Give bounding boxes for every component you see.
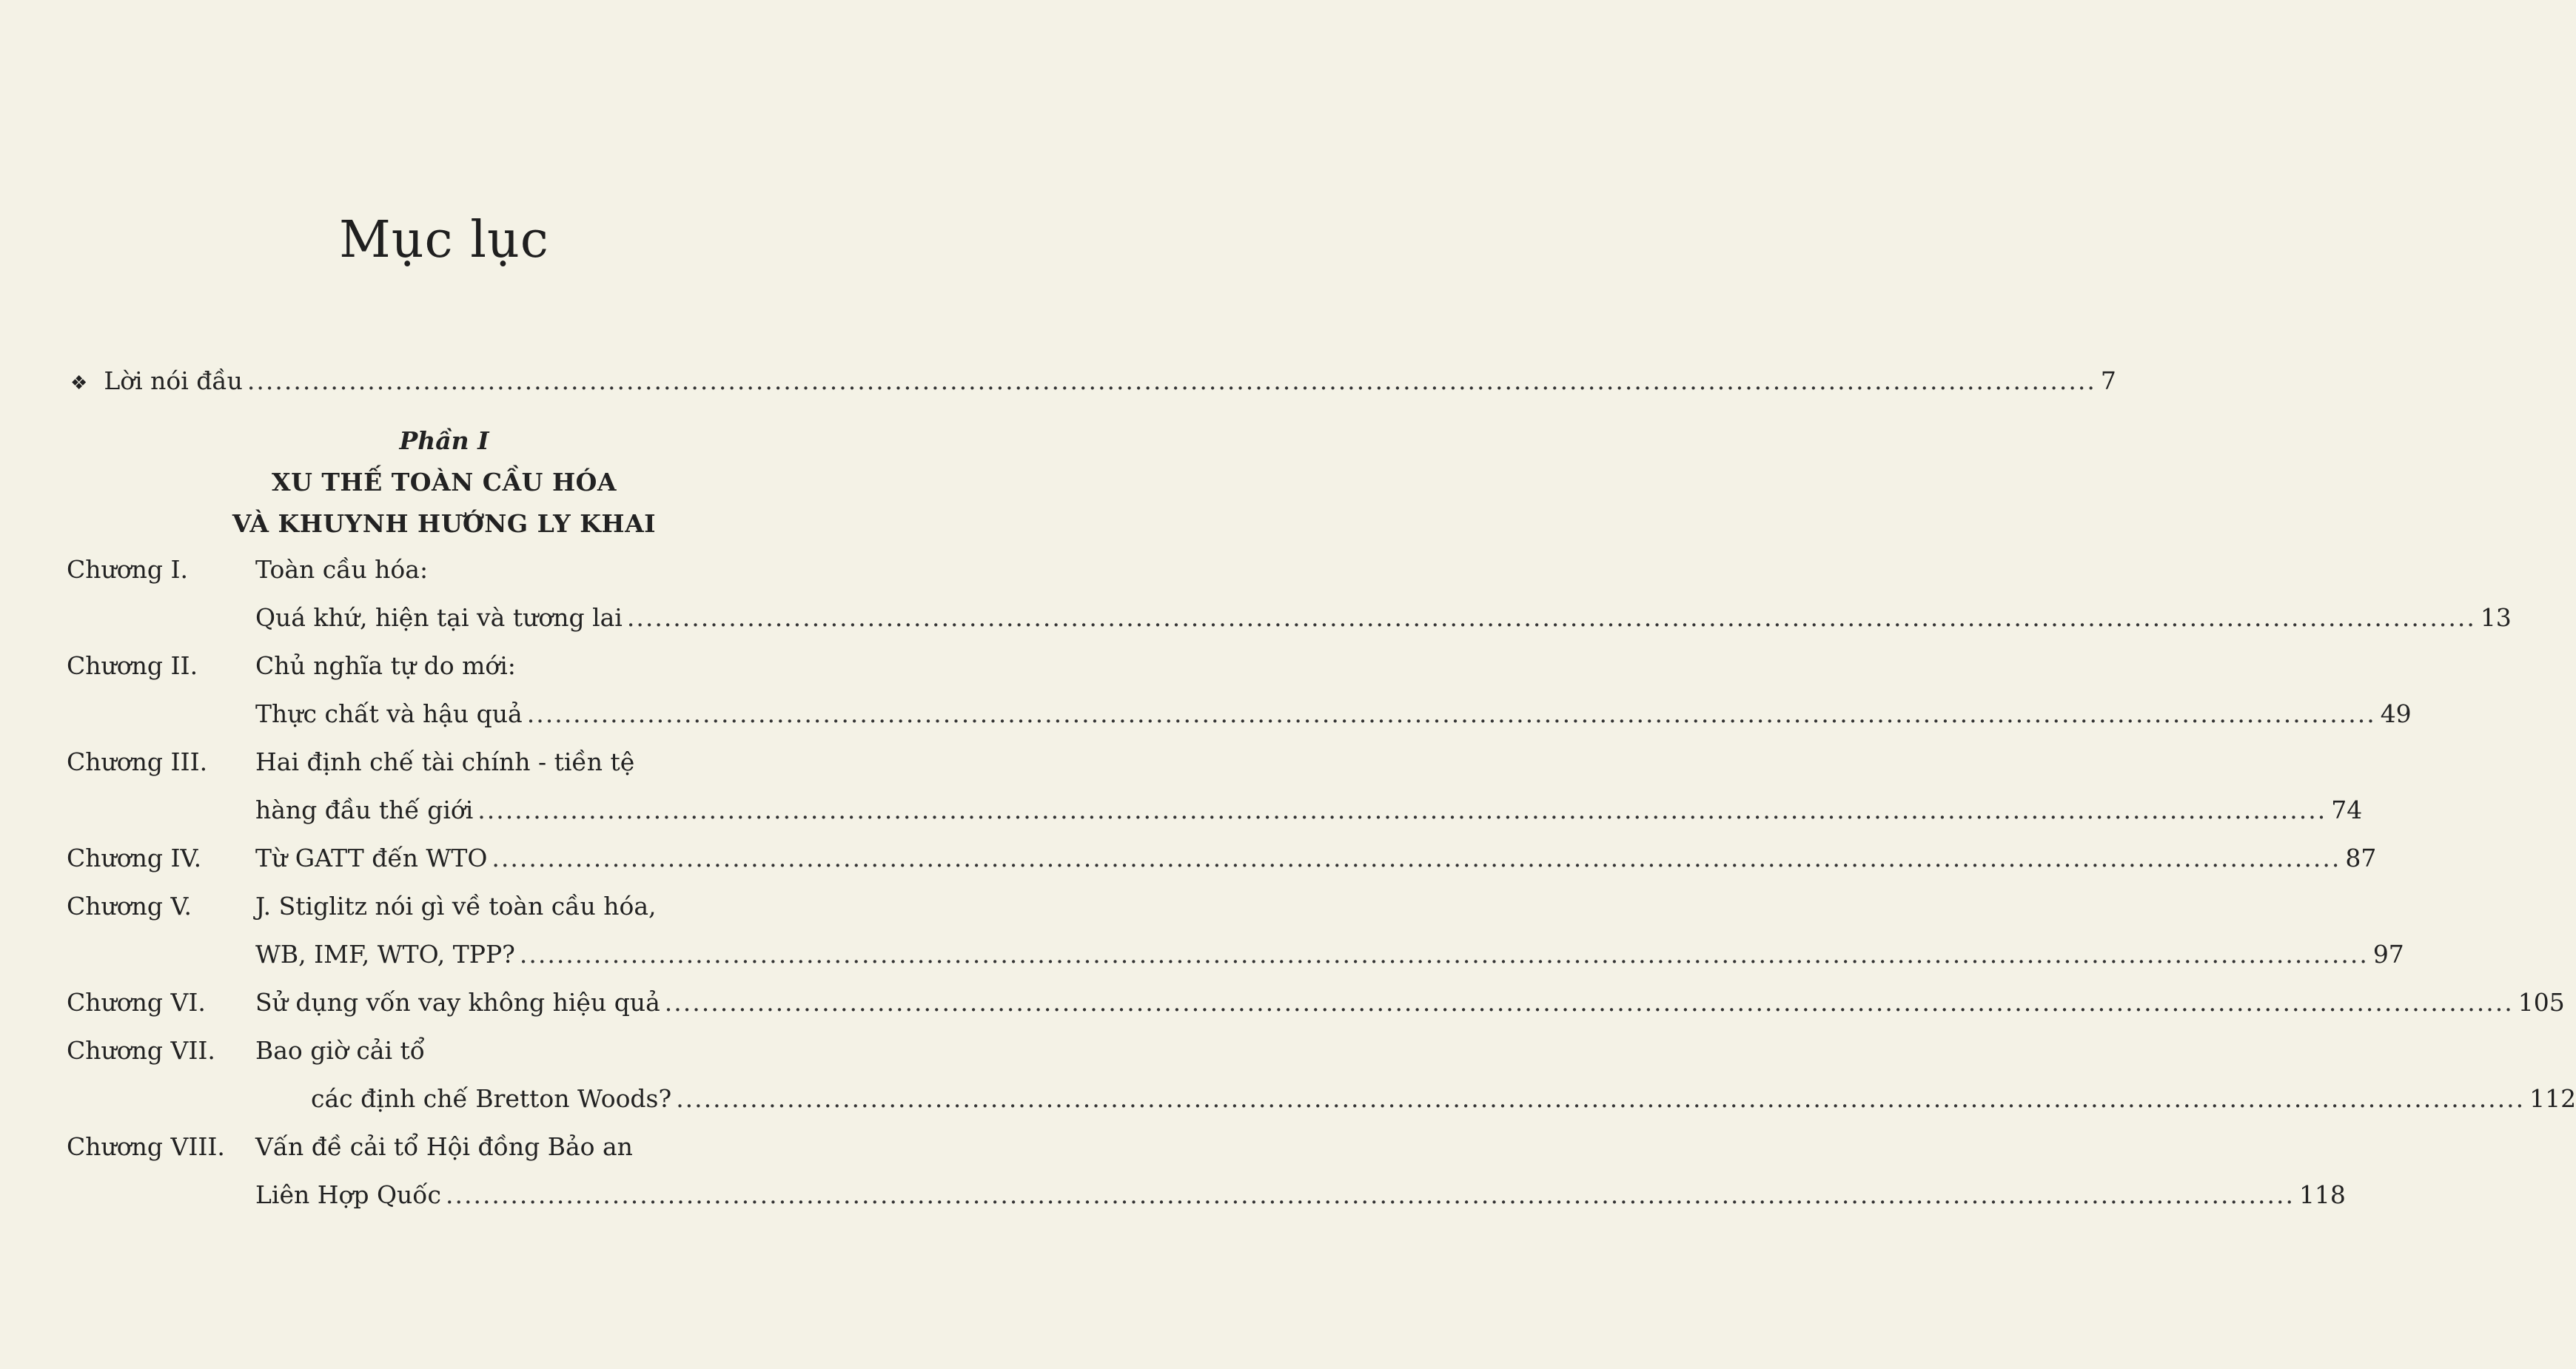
dot-leader xyxy=(527,699,2376,728)
chapter-label: Chương VI. xyxy=(67,988,206,1017)
chapter-title-text: Từ GATT đến WTO xyxy=(255,844,488,872)
chapter-label: Chương III. xyxy=(67,747,208,776)
chapter-title-line2 xyxy=(255,940,2404,977)
toc-page-number: 118 xyxy=(2298,1180,2346,1209)
chapter-title-line1: Toàn cầu hóa: xyxy=(255,555,429,584)
part-heading-line1: XU THẾ TOÀN CẦU HÓA xyxy=(272,468,617,497)
dot-leader xyxy=(665,988,2514,1017)
toc-page-number: 49 xyxy=(2380,699,2412,728)
chapter-title-text: Quá khứ, hiện tại và tương lai xyxy=(255,603,623,632)
chapter-title-text: Liên Hợp Quốc xyxy=(255,1180,441,1209)
dot-leader xyxy=(247,366,2096,395)
chapter-label: Chương VIII. xyxy=(67,1132,225,1161)
chapter-title-line2 xyxy=(255,699,2412,736)
chapter-title-line2 xyxy=(255,796,2363,832)
chapter-title-text: các định chế Bretton Woods? xyxy=(311,1084,672,1113)
chapter-label: Chương II. xyxy=(67,651,198,680)
dot-leader xyxy=(627,603,2476,632)
toc-page-number: 7 xyxy=(2100,366,2116,395)
toc-entry-front-matter[interactable] xyxy=(70,366,2116,403)
chapter-title-line1 xyxy=(255,844,2377,881)
chapter-title-text: hàng đầu thế giới xyxy=(255,796,474,824)
chapter-title-line2 xyxy=(255,1180,2346,1217)
toc-page-number: 87 xyxy=(2345,844,2377,872)
chapter-title-line1: J. Stiglitz nói gì về toàn cầu hóa, xyxy=(255,892,657,921)
chapter-label: Chương V. xyxy=(67,892,192,921)
dot-leader xyxy=(492,844,2341,872)
dot-leader xyxy=(446,1180,2295,1209)
chapter-title-line2 xyxy=(311,1084,2576,1121)
chapter-label: Chương IV. xyxy=(67,844,202,872)
toc-page-number: 13 xyxy=(2480,603,2512,632)
toc-page-number: 105 xyxy=(2518,988,2565,1017)
part-label: Phần I xyxy=(399,426,489,455)
chapter-title-text: Thực chất và hậu quả xyxy=(255,699,523,728)
dot-leader xyxy=(520,940,2369,969)
page-title: Mục lục xyxy=(339,211,549,269)
dot-leader xyxy=(477,796,2327,824)
chapter-label: Chương VII. xyxy=(67,1036,215,1065)
chapter-title-text: WB, IMF, WTO, TPP? xyxy=(255,940,515,969)
toc-page-number: 112 xyxy=(2529,1084,2576,1113)
chapter-title-line1: Vấn đề cải tổ Hội đồng Bảo an xyxy=(255,1132,633,1161)
toc-page-number: 97 xyxy=(2372,940,2404,969)
dot-leader xyxy=(676,1084,2525,1113)
chapter-title-line1: Bao giờ cải tổ xyxy=(255,1036,425,1065)
chapter-title-line1: Hai định chế tài chính - tiền tệ xyxy=(255,747,635,776)
toc-entry-label: Lời nói đầu xyxy=(104,366,243,395)
diamond-bullet-icon: ❖ xyxy=(70,372,88,394)
chapter-title-line1 xyxy=(255,988,2565,1025)
part-heading-line2: VÀ KHUYNH HƯỚNG LY KHAI xyxy=(232,509,657,538)
toc-page-number: 74 xyxy=(2331,796,2363,824)
chapter-title-text: Sử dụng vốn vay không hiệu quả xyxy=(255,988,660,1017)
chapter-title-line1: Chủ nghĩa tự do mới: xyxy=(255,651,516,680)
chapter-title-line2 xyxy=(255,603,2512,640)
chapter-label: Chương I. xyxy=(67,555,189,584)
